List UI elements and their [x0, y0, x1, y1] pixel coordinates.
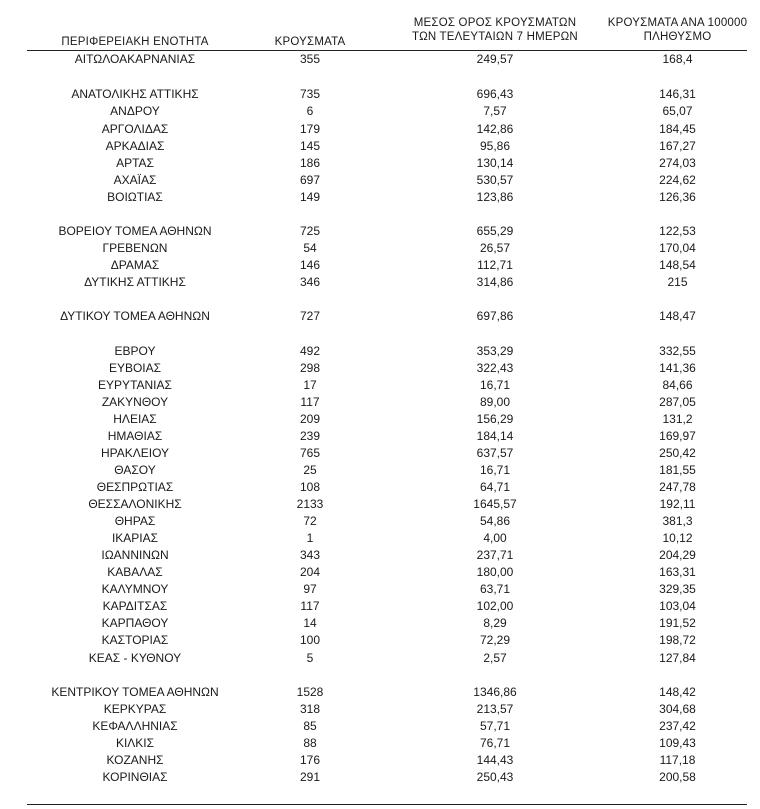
cell-regional-unit: ΚΑΡΔΙΤΣΑΣ: [102, 599, 168, 613]
cell-7day-average: 156,29: [476, 412, 514, 426]
cell-regional-unit: ΚΑΛΥΜΝΟΥ: [101, 582, 169, 596]
cell-regional-unit: ΚΑΣΤΟΡΙΑΣ: [101, 633, 169, 647]
table-row: [0, 598, 760, 615]
table-row: [0, 513, 760, 530]
cell-cases-per-100k: 148,42: [659, 685, 696, 699]
cell-cases-per-100k: 84,66: [662, 378, 693, 392]
cell-cases: 179: [299, 122, 321, 136]
cell-cases: 727: [299, 309, 321, 323]
cell-7day-average: 696,43: [476, 87, 514, 101]
cell-cases-per-100k: 184,45: [659, 122, 696, 136]
table-row: [0, 445, 760, 462]
cell-cases-per-100k: 170,04: [659, 241, 696, 255]
cell-7day-average: 1645,57: [473, 497, 517, 511]
cell-cases-per-100k: 127,84: [659, 651, 696, 665]
cell-regional-unit: ΚΕΝΤΡΙΚΟΥ ΤΟΜΕΑ ΑΘΗΝΩΝ: [51, 685, 219, 699]
cell-7day-average: 7,57: [483, 104, 507, 118]
cell-regional-unit: ΔΥΤΙΚΟΥ ΤΟΜΕΑ ΑΘΗΝΩΝ: [60, 309, 210, 323]
cell-regional-unit: ΔΥΤΙΚΗΣ ΑΤΤΙΚΗΣ: [84, 275, 186, 289]
cell-cases-per-100k: 200,58: [659, 770, 696, 784]
table-row: [0, 51, 760, 68]
table-row: [0, 121, 760, 138]
cell-regional-unit: ΕΥΡΥΤΑΝΙΑΣ: [98, 378, 172, 392]
cell-cases-per-100k: 131,2: [662, 412, 693, 426]
table-row: [0, 615, 760, 632]
cell-regional-unit: ΕΒΡΟΥ: [114, 344, 156, 358]
cell-cases-per-100k: 168,4: [662, 52, 693, 66]
cell-regional-unit: ΑΡΓΟΛΙΔΑΣ: [101, 122, 169, 136]
table-row: [0, 138, 760, 155]
cell-7day-average: 353,29: [476, 344, 514, 358]
cell-cases: 204: [299, 565, 321, 579]
cell-cases-per-100k: 141,36: [659, 361, 696, 375]
cell-7day-average: 76,71: [479, 736, 511, 750]
cell-cases-per-100k: 215: [667, 275, 688, 289]
cell-cases-per-100k: 109,43: [659, 736, 696, 750]
cell-regional-unit: ΚΟΡΙΝΘΙΑΣ: [102, 770, 168, 784]
cell-cases: 5: [306, 651, 314, 665]
cell-regional-unit: ΘΗΡΑΣ: [114, 514, 156, 528]
table-row: [0, 564, 760, 581]
cell-cases: 239: [299, 429, 321, 443]
cell-7day-average: 184,14: [476, 429, 514, 443]
cell-cases-per-100k: 332,55: [659, 344, 696, 358]
cell-cases-per-100k: 146,31: [659, 87, 696, 101]
cell-cases-per-100k: 163,31: [659, 565, 696, 579]
table-row: [0, 86, 760, 103]
cell-regional-unit: ΖΑΚΥΝΘΟΥ: [101, 395, 169, 409]
cell-cases: 697: [299, 173, 321, 187]
cell-cases: 108: [299, 480, 321, 494]
cell-regional-unit: ΕΥΒΟΙΑΣ: [108, 361, 162, 375]
table-row: [0, 547, 760, 564]
table-row: [0, 752, 760, 769]
cell-cases: 725: [299, 224, 321, 238]
cell-7day-average: 16,71: [479, 378, 511, 392]
cell-cases: 355: [299, 52, 321, 66]
cell-cases-per-100k: 122,53: [659, 224, 696, 238]
cell-7day-average: 89,00: [479, 395, 511, 409]
cell-cases: 318: [299, 702, 321, 716]
table-row: [0, 735, 760, 752]
cell-cases-per-100k: 198,72: [659, 633, 696, 647]
table-row: [0, 172, 760, 189]
cell-regional-unit: ΚΟΖΑΝΗΣ: [106, 753, 164, 767]
cell-regional-unit: ΗΛΕΙΑΣ: [113, 412, 157, 426]
cell-regional-unit: ΗΡΑΚΛΕΙΟΥ: [100, 446, 170, 460]
table-row: [0, 189, 760, 206]
cell-cases: 492: [299, 344, 321, 358]
cell-regional-unit: ΔΡΑΜΑΣ: [110, 258, 160, 272]
header-7day-average-line1: ΜΕΣΟΣ ΟΡΟΣ ΚΡΟΥΣΜΑΤΩΝ: [413, 17, 577, 29]
cell-cases-per-100k: 10,12: [662, 531, 693, 545]
cell-7day-average: 54,86: [479, 514, 511, 528]
table-row: [0, 308, 760, 325]
cell-cases: 14: [303, 616, 317, 630]
cell-7day-average: 1346,86: [473, 685, 517, 699]
cell-cases: 343: [299, 548, 321, 562]
cell-cases-per-100k: 181,55: [659, 463, 696, 477]
cell-7day-average: 697,86: [476, 309, 514, 323]
cell-cases: 54: [303, 241, 317, 255]
header-cases-per-100k: [595, 16, 760, 44]
cell-cases-per-100k: 191,52: [659, 616, 696, 630]
cell-7day-average: 102,00: [476, 599, 514, 613]
table-row: [0, 530, 760, 547]
cell-7day-average: 637,57: [476, 446, 514, 460]
cell-7day-average: 144,43: [476, 753, 514, 767]
cell-cases: 100: [299, 633, 321, 647]
cell-cases: 298: [299, 361, 321, 375]
cell-regional-unit: ΚΕΦΑΛΛΗΝΙΑΣ: [92, 719, 178, 733]
table-row: [0, 632, 760, 649]
cell-cases: 765: [299, 446, 321, 460]
cell-cases: 346: [299, 275, 321, 289]
cell-cases: 6: [306, 104, 314, 118]
cell-7day-average: 142,86: [476, 122, 514, 136]
cell-regional-unit: ΘΑΣΟΥ: [114, 463, 156, 477]
cell-7day-average: 8,29: [483, 616, 507, 630]
cell-cases: 17: [303, 378, 317, 392]
cell-cases-per-100k: 148,47: [659, 309, 696, 323]
cell-7day-average: 26,57: [479, 241, 511, 255]
cell-7day-average: 249,57: [476, 52, 514, 66]
cell-7day-average: 530,57: [476, 173, 514, 187]
cell-regional-unit: ΓΡΕΒΕΝΩΝ: [102, 241, 168, 255]
cell-cases-per-100k: 304,68: [659, 702, 696, 716]
table-row: [0, 274, 760, 291]
header-cases-per-100k-line1: ΚΡΟΥΣΜΑΤΑ ΑΝΑ 100000: [607, 17, 748, 29]
cell-cases: 97: [303, 582, 317, 596]
cell-7day-average: 180,00: [476, 565, 514, 579]
cell-cases: 176: [299, 753, 321, 767]
cell-regional-unit: ΑΡΚΑΔΙΑΣ: [105, 139, 165, 153]
cell-regional-unit: ΙΩΑΝΝΙΝΩΝ: [101, 548, 169, 562]
table-row: [0, 360, 760, 377]
table-row: [0, 479, 760, 496]
table-row: [0, 155, 760, 172]
table-row: [0, 496, 760, 513]
cell-cases: 1528: [296, 685, 324, 699]
table-row: [0, 462, 760, 479]
cell-7day-average: 95,86: [479, 139, 511, 153]
cell-cases-per-100k: 169,97: [659, 429, 696, 443]
cell-cases-per-100k: 117,18: [659, 753, 696, 767]
cell-7day-average: 72,29: [479, 633, 511, 647]
cell-regional-unit: ΑΧΑΪΑΣ: [113, 173, 157, 187]
cell-regional-unit: ΑΝΑΤΟΛΙΚΗΣ ΑΤΤΙΚΗΣ: [71, 87, 199, 101]
cell-7day-average: 4,00: [483, 531, 507, 545]
table-row: [0, 223, 760, 240]
cell-7day-average: 213,57: [476, 702, 514, 716]
cell-cases: 1: [306, 531, 314, 545]
cell-7day-average: 63,71: [479, 582, 511, 596]
cell-regional-unit: ΚΑΡΠΑΘΟΥ: [101, 616, 169, 630]
table-row: [0, 240, 760, 257]
table-row: [0, 718, 760, 735]
cell-cases: 117: [300, 395, 320, 409]
cell-cases: 291: [299, 770, 321, 784]
cell-cases-per-100k: 381,3: [662, 514, 693, 528]
cell-regional-unit: ΘΕΣΠΡΩΤΙΑΣ: [96, 480, 174, 494]
cell-regional-unit: ΑΡΤΑΣ: [116, 156, 154, 170]
cell-regional-unit: ΒΟΡΕΙΟΥ ΤΟΜΕΑ ΑΘΗΝΩΝ: [58, 224, 212, 238]
cell-cases-per-100k: 65,07: [662, 104, 693, 118]
cell-cases: 25: [303, 463, 317, 477]
cell-cases: 88: [303, 736, 317, 750]
cell-7day-average: 57,71: [479, 719, 511, 733]
cell-7day-average: 250,43: [476, 770, 514, 784]
header-cases-per-100k-line2: ΠΛΗΘΥΣΜΟ: [643, 31, 712, 43]
cell-regional-unit: ΚΕΑΣ - ΚΥΘΝΟΥ: [88, 651, 182, 665]
cell-regional-unit: ΚΙΛΚΙΣ: [115, 736, 155, 750]
table-row: [0, 428, 760, 445]
cell-cases-per-100k: 204,29: [659, 548, 696, 562]
header-7day-average-line2: ΤΩΝ ΤΕΛΕΥΤΑΙΩΝ 7 ΗΜΕΡΩΝ: [412, 31, 578, 43]
header-7day-average: [395, 16, 595, 44]
cell-cases: 117: [300, 599, 320, 613]
cell-cases: 735: [299, 87, 321, 101]
cell-cases: 146: [299, 258, 321, 272]
table-row: [0, 581, 760, 598]
cell-regional-unit: ΒΟΙΩΤΙΑΣ: [107, 190, 163, 204]
cell-cases-per-100k: 192,11: [659, 497, 696, 511]
cell-cases-per-100k: 287,05: [659, 395, 696, 409]
cell-cases: 85: [303, 719, 317, 733]
cell-cases: 72: [303, 514, 317, 528]
header-cases: ΚΡΟΥΣΜΑΤΑ: [274, 36, 346, 48]
cell-cases: 186: [299, 156, 321, 170]
cell-regional-unit: ΚΑΒΑΛΑΣ: [107, 565, 163, 579]
cell-cases: 145: [299, 139, 321, 153]
cell-cases-per-100k: 250,42: [659, 446, 696, 460]
cell-regional-unit: ΚΕΡΚΥΡΑΣ: [103, 702, 167, 716]
cell-cases-per-100k: 224,62: [659, 173, 696, 187]
cell-cases-per-100k: 329,35: [659, 582, 696, 596]
cell-cases-per-100k: 103,04: [659, 599, 696, 613]
cell-7day-average: 237,71: [476, 548, 514, 562]
cell-7day-average: 314,86: [476, 275, 514, 289]
cell-7day-average: 123,86: [476, 190, 514, 204]
cell-7day-average: 2,57: [483, 651, 507, 665]
table-row: [0, 377, 760, 394]
cell-regional-unit: ΑΙΤΩΛΟΑΚΑΡΝΑΝΙΑΣ: [74, 52, 196, 66]
header-regional-unit: ΠΕΡΙΦΕΡΕΙΑΚΗ ΕΝΟΤΗΤΑ: [61, 36, 209, 48]
cell-7day-average: 112,71: [477, 258, 513, 272]
table-row: [0, 103, 760, 120]
cell-cases-per-100k: 237,42: [659, 719, 696, 733]
cell-7day-average: 655,29: [476, 224, 514, 238]
table-row: [0, 394, 760, 411]
cell-cases-per-100k: 148,54: [659, 258, 696, 272]
cell-cases: 149: [299, 190, 321, 204]
table-row: [0, 769, 760, 786]
cell-regional-unit: ΗΜΑΘΙΑΣ: [107, 429, 163, 443]
cell-regional-unit: ΑΝΔΡΟΥ: [110, 104, 160, 118]
cell-7day-average: 64,71: [479, 480, 511, 494]
table-row: [0, 411, 760, 428]
cell-7day-average: 322,43: [476, 361, 514, 375]
table-row: [0, 684, 760, 701]
cell-cases-per-100k: 126,36: [659, 190, 696, 204]
cell-cases: 2133: [296, 497, 324, 511]
cell-cases: 209: [299, 412, 321, 426]
table-row: [0, 257, 760, 274]
cell-7day-average: 16,71: [479, 463, 511, 477]
cell-cases-per-100k: 247,78: [659, 480, 696, 494]
table-row: [0, 650, 760, 667]
table-row: [0, 343, 760, 360]
table-row: [0, 701, 760, 718]
cell-regional-unit: ΙΚΑΡΙΑΣ: [111, 531, 159, 545]
cell-regional-unit: ΘΕΣΣΑΛΟΝΙΚΗΣ: [88, 497, 182, 511]
table-bottom-divider: [27, 804, 747, 805]
cell-7day-average: 130,14: [476, 156, 514, 170]
cell-cases-per-100k: 167,27: [659, 139, 696, 153]
cell-cases-per-100k: 274,03: [659, 156, 696, 170]
